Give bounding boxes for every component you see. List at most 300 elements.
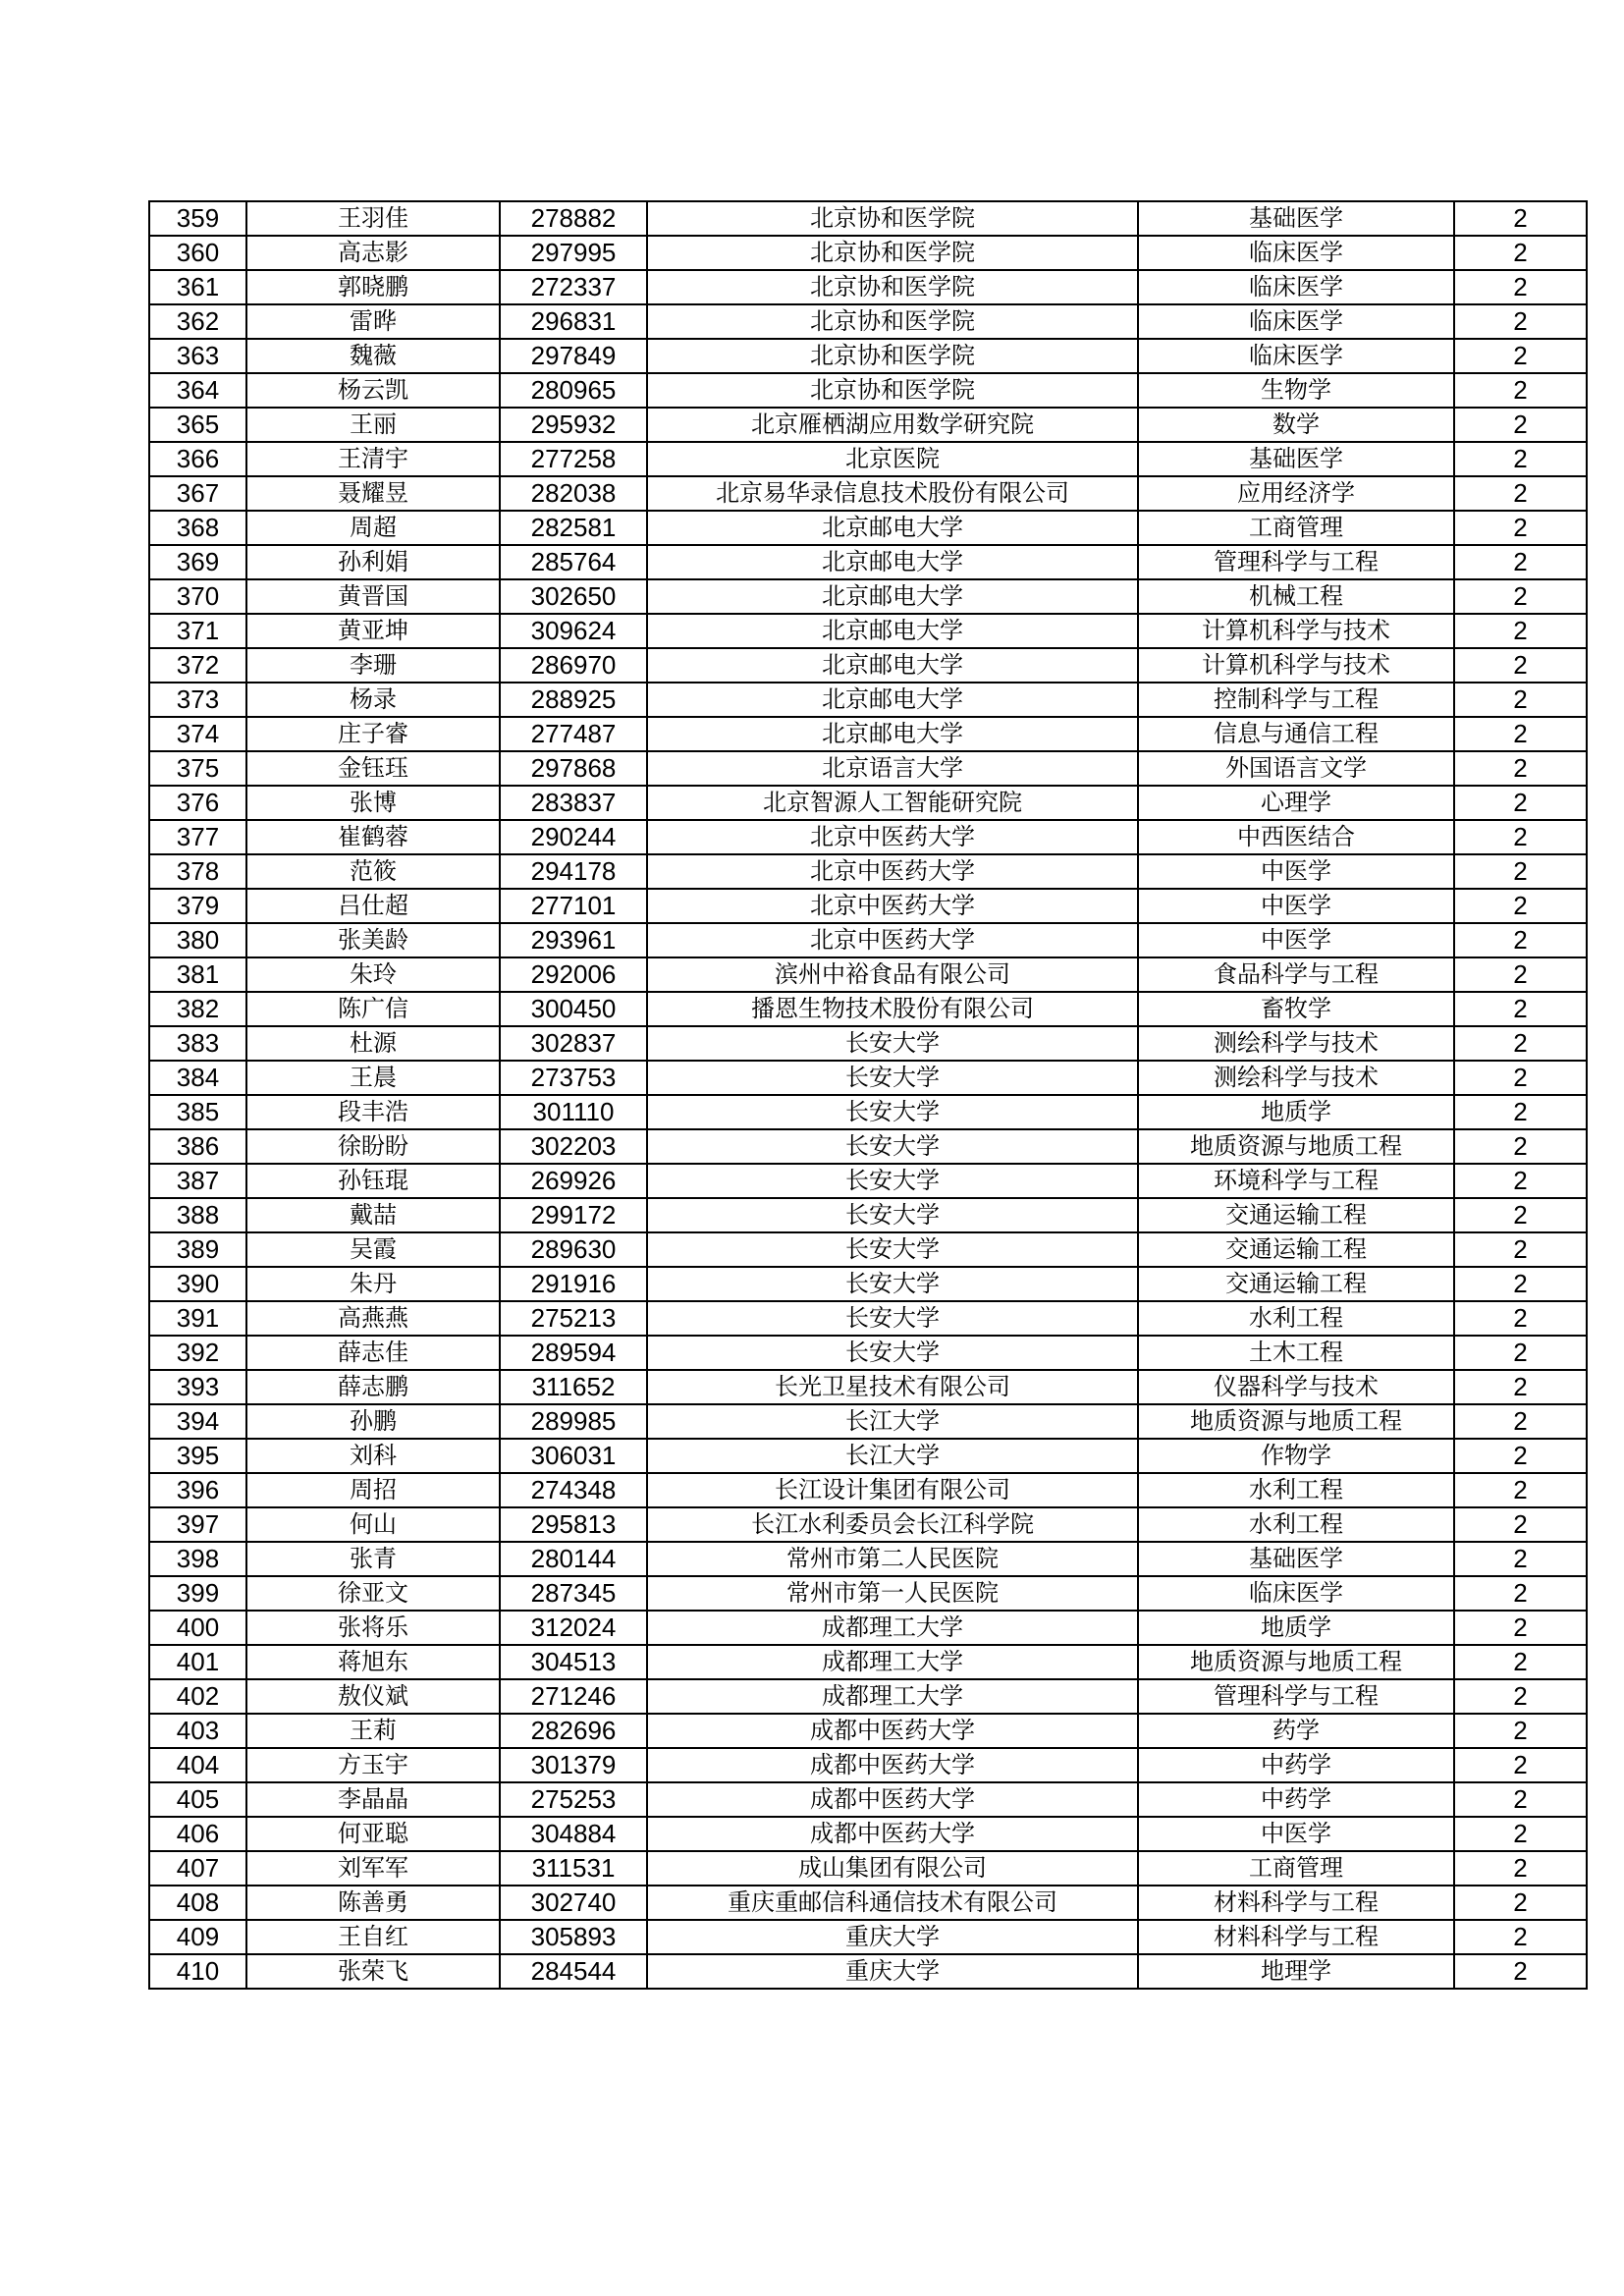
name-cell: 王莉	[246, 1714, 500, 1748]
name-cell: 刘军军	[246, 1851, 500, 1886]
row-index-cell: 360	[149, 236, 246, 270]
institution-cell: 北京易华录信息技术股份有限公司	[647, 476, 1138, 511]
institution-cell: 重庆大学	[647, 1954, 1138, 1989]
batch-cell: 2	[1454, 1061, 1587, 1095]
institution-cell: 长安大学	[647, 1267, 1138, 1301]
name-cell: 黄晋国	[246, 579, 500, 614]
discipline-cell: 控制科学与工程	[1138, 683, 1454, 717]
row-index-cell: 409	[149, 1920, 246, 1954]
table-row	[149, 1679, 1587, 1714]
batch-cell: 2	[1454, 1164, 1587, 1198]
id-cell: 295932	[500, 408, 647, 442]
table-row	[149, 1817, 1587, 1851]
name-cell: 郭晓鹏	[246, 270, 500, 304]
discipline-cell: 地理学	[1138, 1954, 1454, 1989]
batch-cell: 2	[1454, 1542, 1587, 1576]
discipline-cell: 工商管理	[1138, 1851, 1454, 1886]
discipline-cell: 水利工程	[1138, 1473, 1454, 1507]
batch-cell: 2	[1454, 545, 1587, 579]
table-row	[149, 236, 1587, 270]
id-cell: 302203	[500, 1129, 647, 1164]
batch-cell: 2	[1454, 648, 1587, 683]
table-row	[149, 1301, 1587, 1336]
table-row	[149, 270, 1587, 304]
table-row	[149, 614, 1587, 648]
id-cell: 293961	[500, 923, 647, 957]
id-cell: 282581	[500, 511, 647, 545]
batch-cell: 2	[1454, 339, 1587, 373]
name-cell: 范筱	[246, 854, 500, 889]
batch-cell: 2	[1454, 854, 1587, 889]
table-row	[149, 408, 1587, 442]
table-row	[149, 1164, 1587, 1198]
institution-cell: 北京邮电大学	[647, 717, 1138, 751]
name-cell: 张博	[246, 786, 500, 820]
table-row	[149, 1439, 1587, 1473]
name-cell: 高燕燕	[246, 1301, 500, 1336]
discipline-cell: 基础医学	[1138, 1542, 1454, 1576]
id-cell: 280144	[500, 1542, 647, 1576]
table-row	[149, 1611, 1587, 1645]
discipline-cell: 临床医学	[1138, 1576, 1454, 1611]
discipline-cell: 畜牧学	[1138, 992, 1454, 1026]
table-row	[149, 1473, 1587, 1507]
batch-cell: 2	[1454, 889, 1587, 923]
batch-cell: 2	[1454, 786, 1587, 820]
row-index-cell: 381	[149, 957, 246, 992]
institution-cell: 成都中医药大学	[647, 1748, 1138, 1782]
row-index-cell: 398	[149, 1542, 246, 1576]
name-cell: 戴喆	[246, 1198, 500, 1232]
discipline-cell: 交通运输工程	[1138, 1198, 1454, 1232]
name-cell: 李珊	[246, 648, 500, 683]
id-cell: 275253	[500, 1782, 647, 1817]
institution-cell: 成都理工大学	[647, 1611, 1138, 1645]
row-index-cell: 384	[149, 1061, 246, 1095]
name-cell: 徐盼盼	[246, 1129, 500, 1164]
discipline-cell: 测绘科学与技术	[1138, 1026, 1454, 1061]
batch-cell: 2	[1454, 270, 1587, 304]
row-index-cell: 386	[149, 1129, 246, 1164]
name-cell: 陈广信	[246, 992, 500, 1026]
name-cell: 崔鹤蓉	[246, 820, 500, 854]
institution-cell: 成都中医药大学	[647, 1817, 1138, 1851]
id-cell: 269926	[500, 1164, 647, 1198]
batch-cell: 2	[1454, 1645, 1587, 1679]
name-cell: 薛志佳	[246, 1336, 500, 1370]
discipline-cell: 水利工程	[1138, 1507, 1454, 1542]
discipline-cell: 交通运输工程	[1138, 1267, 1454, 1301]
batch-cell: 2	[1454, 1817, 1587, 1851]
id-cell: 284544	[500, 1954, 647, 1989]
batch-cell: 2	[1454, 1714, 1587, 1748]
table-row	[149, 339, 1587, 373]
discipline-cell: 地质学	[1138, 1095, 1454, 1129]
institution-cell: 成都中医药大学	[647, 1714, 1138, 1748]
name-cell: 雷晔	[246, 304, 500, 339]
name-cell: 王晨	[246, 1061, 500, 1095]
batch-cell: 2	[1454, 751, 1587, 786]
row-index-cell: 365	[149, 408, 246, 442]
id-cell: 285764	[500, 545, 647, 579]
batch-cell: 2	[1454, 1954, 1587, 1989]
row-index-cell: 359	[149, 201, 246, 236]
row-index-cell: 361	[149, 270, 246, 304]
id-cell: 301110	[500, 1095, 647, 1129]
row-index-cell: 375	[149, 751, 246, 786]
discipline-cell: 交通运输工程	[1138, 1232, 1454, 1267]
table-row	[149, 717, 1587, 751]
institution-cell: 北京协和医学院	[647, 339, 1138, 373]
row-index-cell: 396	[149, 1473, 246, 1507]
table-row	[149, 854, 1587, 889]
row-index-cell: 391	[149, 1301, 246, 1336]
row-index-cell: 389	[149, 1232, 246, 1267]
institution-cell: 成都理工大学	[647, 1645, 1138, 1679]
roster-sheet	[148, 200, 1528, 1990]
table-row	[149, 1645, 1587, 1679]
batch-cell: 2	[1454, 1232, 1587, 1267]
id-cell: 309624	[500, 614, 647, 648]
institution-cell: 长安大学	[647, 1198, 1138, 1232]
id-cell: 302740	[500, 1886, 647, 1920]
table-row	[149, 992, 1587, 1026]
id-cell: 311652	[500, 1370, 647, 1404]
table-row	[149, 545, 1587, 579]
batch-cell: 2	[1454, 992, 1587, 1026]
discipline-cell: 食品科学与工程	[1138, 957, 1454, 992]
batch-cell: 2	[1454, 1198, 1587, 1232]
table-row	[149, 442, 1587, 476]
discipline-cell: 管理科学与工程	[1138, 1679, 1454, 1714]
name-cell: 黄亚坤	[246, 614, 500, 648]
table-row	[149, 1748, 1587, 1782]
table-row	[149, 1851, 1587, 1886]
institution-cell: 长安大学	[647, 1026, 1138, 1061]
discipline-cell: 基础医学	[1138, 442, 1454, 476]
row-index-cell: 401	[149, 1645, 246, 1679]
institution-cell: 长江大学	[647, 1404, 1138, 1439]
row-index-cell: 406	[149, 1817, 246, 1851]
batch-cell: 2	[1454, 1851, 1587, 1886]
institution-cell: 北京中医药大学	[647, 923, 1138, 957]
name-cell: 张美龄	[246, 923, 500, 957]
name-cell: 朱玲	[246, 957, 500, 992]
batch-cell: 2	[1454, 511, 1587, 545]
batch-cell: 2	[1454, 1679, 1587, 1714]
batch-cell: 2	[1454, 1920, 1587, 1954]
id-cell: 277258	[500, 442, 647, 476]
batch-cell: 2	[1454, 1748, 1587, 1782]
batch-cell: 2	[1454, 957, 1587, 992]
row-index-cell: 407	[149, 1851, 246, 1886]
discipline-cell: 计算机科学与技术	[1138, 614, 1454, 648]
id-cell: 297995	[500, 236, 647, 270]
table-row	[149, 1198, 1587, 1232]
discipline-cell: 机械工程	[1138, 579, 1454, 614]
name-cell: 徐亚文	[246, 1576, 500, 1611]
id-cell: 311531	[500, 1851, 647, 1886]
row-index-cell: 388	[149, 1198, 246, 1232]
id-cell: 282696	[500, 1714, 647, 1748]
row-index-cell: 362	[149, 304, 246, 339]
table-row	[149, 1576, 1587, 1611]
discipline-cell: 生物学	[1138, 373, 1454, 408]
name-cell: 吴霞	[246, 1232, 500, 1267]
batch-cell: 2	[1454, 236, 1587, 270]
name-cell: 方玉宇	[246, 1748, 500, 1782]
roster-table	[148, 200, 1588, 1990]
id-cell: 273753	[500, 1061, 647, 1095]
table-row	[149, 820, 1587, 854]
discipline-cell: 地质资源与地质工程	[1138, 1404, 1454, 1439]
institution-cell: 长安大学	[647, 1061, 1138, 1095]
id-cell: 289630	[500, 1232, 647, 1267]
table-row	[149, 1370, 1587, 1404]
discipline-cell: 管理科学与工程	[1138, 545, 1454, 579]
table-row	[149, 1026, 1587, 1061]
id-cell: 305893	[500, 1920, 647, 1954]
name-cell: 孙钰琨	[246, 1164, 500, 1198]
discipline-cell: 地质资源与地质工程	[1138, 1129, 1454, 1164]
id-cell: 289985	[500, 1404, 647, 1439]
name-cell: 高志影	[246, 236, 500, 270]
row-index-cell: 385	[149, 1095, 246, 1129]
table-row	[149, 1714, 1587, 1748]
institution-cell: 北京雁栖湖应用数学研究院	[647, 408, 1138, 442]
batch-cell: 2	[1454, 1439, 1587, 1473]
table-row	[149, 923, 1587, 957]
name-cell: 李晶晶	[246, 1782, 500, 1817]
discipline-cell: 心理学	[1138, 786, 1454, 820]
institution-cell: 北京中医药大学	[647, 854, 1138, 889]
institution-cell: 北京中医药大学	[647, 889, 1138, 923]
id-cell: 297849	[500, 339, 647, 373]
table-row	[149, 751, 1587, 786]
row-index-cell: 379	[149, 889, 246, 923]
roster-table-body	[149, 201, 1587, 1989]
table-row	[149, 1507, 1587, 1542]
row-index-cell: 368	[149, 511, 246, 545]
id-cell: 288925	[500, 683, 647, 717]
batch-cell: 2	[1454, 1404, 1587, 1439]
table-row	[149, 1886, 1587, 1920]
id-cell: 296831	[500, 304, 647, 339]
discipline-cell: 地质学	[1138, 1611, 1454, 1645]
id-cell: 277487	[500, 717, 647, 751]
institution-cell: 常州市第一人民医院	[647, 1576, 1138, 1611]
name-cell: 张青	[246, 1542, 500, 1576]
id-cell: 291916	[500, 1267, 647, 1301]
id-cell: 302650	[500, 579, 647, 614]
institution-cell: 长江大学	[647, 1439, 1138, 1473]
row-index-cell: 404	[149, 1748, 246, 1782]
row-index-cell: 370	[149, 579, 246, 614]
institution-cell: 北京中医药大学	[647, 820, 1138, 854]
institution-cell: 北京邮电大学	[647, 614, 1138, 648]
batch-cell: 2	[1454, 1576, 1587, 1611]
row-index-cell: 377	[149, 820, 246, 854]
name-cell: 孙鹏	[246, 1404, 500, 1439]
table-row	[149, 201, 1587, 236]
row-index-cell: 376	[149, 786, 246, 820]
row-index-cell: 366	[149, 442, 246, 476]
discipline-cell: 外国语言文学	[1138, 751, 1454, 786]
name-cell: 吕仕超	[246, 889, 500, 923]
id-cell: 297868	[500, 751, 647, 786]
table-row	[149, 1232, 1587, 1267]
institution-cell: 北京协和医学院	[647, 270, 1138, 304]
row-index-cell: 410	[149, 1954, 246, 1989]
batch-cell: 2	[1454, 1301, 1587, 1336]
id-cell: 300450	[500, 992, 647, 1026]
id-cell: 287345	[500, 1576, 647, 1611]
row-index-cell: 399	[149, 1576, 246, 1611]
discipline-cell: 工商管理	[1138, 511, 1454, 545]
name-cell: 聂耀昱	[246, 476, 500, 511]
table-row	[149, 957, 1587, 992]
name-cell: 何山	[246, 1507, 500, 1542]
row-index-cell: 408	[149, 1886, 246, 1920]
institution-cell: 北京邮电大学	[647, 683, 1138, 717]
institution-cell: 北京邮电大学	[647, 511, 1138, 545]
institution-cell: 北京邮电大学	[647, 648, 1138, 683]
institution-cell: 北京协和医学院	[647, 304, 1138, 339]
institution-cell: 播恩生物技术股份有限公司	[647, 992, 1138, 1026]
discipline-cell: 计算机科学与技术	[1138, 648, 1454, 683]
discipline-cell: 中药学	[1138, 1782, 1454, 1817]
institution-cell: 长安大学	[647, 1301, 1138, 1336]
table-row	[149, 1404, 1587, 1439]
discipline-cell: 环境科学与工程	[1138, 1164, 1454, 1198]
table-row	[149, 1920, 1587, 1954]
batch-cell: 2	[1454, 1026, 1587, 1061]
discipline-cell: 中医学	[1138, 889, 1454, 923]
row-index-cell: 373	[149, 683, 246, 717]
id-cell: 274348	[500, 1473, 647, 1507]
name-cell: 段丰浩	[246, 1095, 500, 1129]
id-cell: 271246	[500, 1679, 647, 1714]
id-cell: 312024	[500, 1611, 647, 1645]
id-cell: 272337	[500, 270, 647, 304]
institution-cell: 北京语言大学	[647, 751, 1138, 786]
discipline-cell: 材料科学与工程	[1138, 1886, 1454, 1920]
batch-cell: 2	[1454, 820, 1587, 854]
batch-cell: 2	[1454, 1782, 1587, 1817]
table-row	[149, 579, 1587, 614]
id-cell: 304884	[500, 1817, 647, 1851]
row-index-cell: 371	[149, 614, 246, 648]
name-cell: 杨录	[246, 683, 500, 717]
institution-cell: 成都中医药大学	[647, 1782, 1138, 1817]
discipline-cell: 临床医学	[1138, 304, 1454, 339]
name-cell: 张荣飞	[246, 1954, 500, 1989]
table-row	[149, 476, 1587, 511]
id-cell: 275213	[500, 1301, 647, 1336]
institution-cell: 北京邮电大学	[647, 579, 1138, 614]
name-cell: 魏薇	[246, 339, 500, 373]
row-index-cell: 393	[149, 1370, 246, 1404]
institution-cell: 长江水利委员会长江科学院	[647, 1507, 1138, 1542]
name-cell: 刘科	[246, 1439, 500, 1473]
discipline-cell: 中医学	[1138, 854, 1454, 889]
row-index-cell: 363	[149, 339, 246, 373]
institution-cell: 长安大学	[647, 1232, 1138, 1267]
id-cell: 294178	[500, 854, 647, 889]
id-cell: 295813	[500, 1507, 647, 1542]
batch-cell: 2	[1454, 1886, 1587, 1920]
row-index-cell: 378	[149, 854, 246, 889]
row-index-cell: 369	[149, 545, 246, 579]
name-cell: 杜源	[246, 1026, 500, 1061]
row-index-cell: 390	[149, 1267, 246, 1301]
name-cell: 周招	[246, 1473, 500, 1507]
name-cell: 何亚聪	[246, 1817, 500, 1851]
row-index-cell: 394	[149, 1404, 246, 1439]
institution-cell: 北京邮电大学	[647, 545, 1138, 579]
table-row	[149, 786, 1587, 820]
table-row	[149, 1336, 1587, 1370]
institution-cell: 北京智源人工智能研究院	[647, 786, 1138, 820]
batch-cell: 2	[1454, 304, 1587, 339]
row-index-cell: 403	[149, 1714, 246, 1748]
name-cell: 庄子睿	[246, 717, 500, 751]
table-row	[149, 373, 1587, 408]
institution-cell: 长安大学	[647, 1129, 1138, 1164]
discipline-cell: 水利工程	[1138, 1301, 1454, 1336]
table-row	[149, 1782, 1587, 1817]
table-row	[149, 683, 1587, 717]
institution-cell: 重庆大学	[647, 1920, 1138, 1954]
row-index-cell: 405	[149, 1782, 246, 1817]
id-cell: 277101	[500, 889, 647, 923]
table-row	[149, 1061, 1587, 1095]
discipline-cell: 数学	[1138, 408, 1454, 442]
institution-cell: 滨州中裕食品有限公司	[647, 957, 1138, 992]
discipline-cell: 基础医学	[1138, 201, 1454, 236]
institution-cell: 长安大学	[647, 1095, 1138, 1129]
table-row	[149, 648, 1587, 683]
discipline-cell: 中医学	[1138, 923, 1454, 957]
discipline-cell: 测绘科学与技术	[1138, 1061, 1454, 1095]
id-cell: 302837	[500, 1026, 647, 1061]
name-cell: 王羽佳	[246, 201, 500, 236]
institution-cell: 北京医院	[647, 442, 1138, 476]
batch-cell: 2	[1454, 1611, 1587, 1645]
row-index-cell: 383	[149, 1026, 246, 1061]
discipline-cell: 作物学	[1138, 1439, 1454, 1473]
batch-cell: 2	[1454, 579, 1587, 614]
institution-cell: 长安大学	[647, 1336, 1138, 1370]
row-index-cell: 364	[149, 373, 246, 408]
batch-cell: 2	[1454, 717, 1587, 751]
institution-cell: 成都理工大学	[647, 1679, 1138, 1714]
table-row	[149, 889, 1587, 923]
name-cell: 敖仪斌	[246, 1679, 500, 1714]
id-cell: 278882	[500, 201, 647, 236]
row-index-cell: 387	[149, 1164, 246, 1198]
batch-cell: 2	[1454, 476, 1587, 511]
institution-cell: 成山集团有限公司	[647, 1851, 1138, 1886]
row-index-cell: 402	[149, 1679, 246, 1714]
institution-cell: 北京协和医学院	[647, 201, 1138, 236]
institution-cell: 常州市第二人民医院	[647, 1542, 1138, 1576]
batch-cell: 2	[1454, 201, 1587, 236]
batch-cell: 2	[1454, 1095, 1587, 1129]
id-cell: 290244	[500, 820, 647, 854]
name-cell: 孙利娟	[246, 545, 500, 579]
name-cell: 杨云凯	[246, 373, 500, 408]
